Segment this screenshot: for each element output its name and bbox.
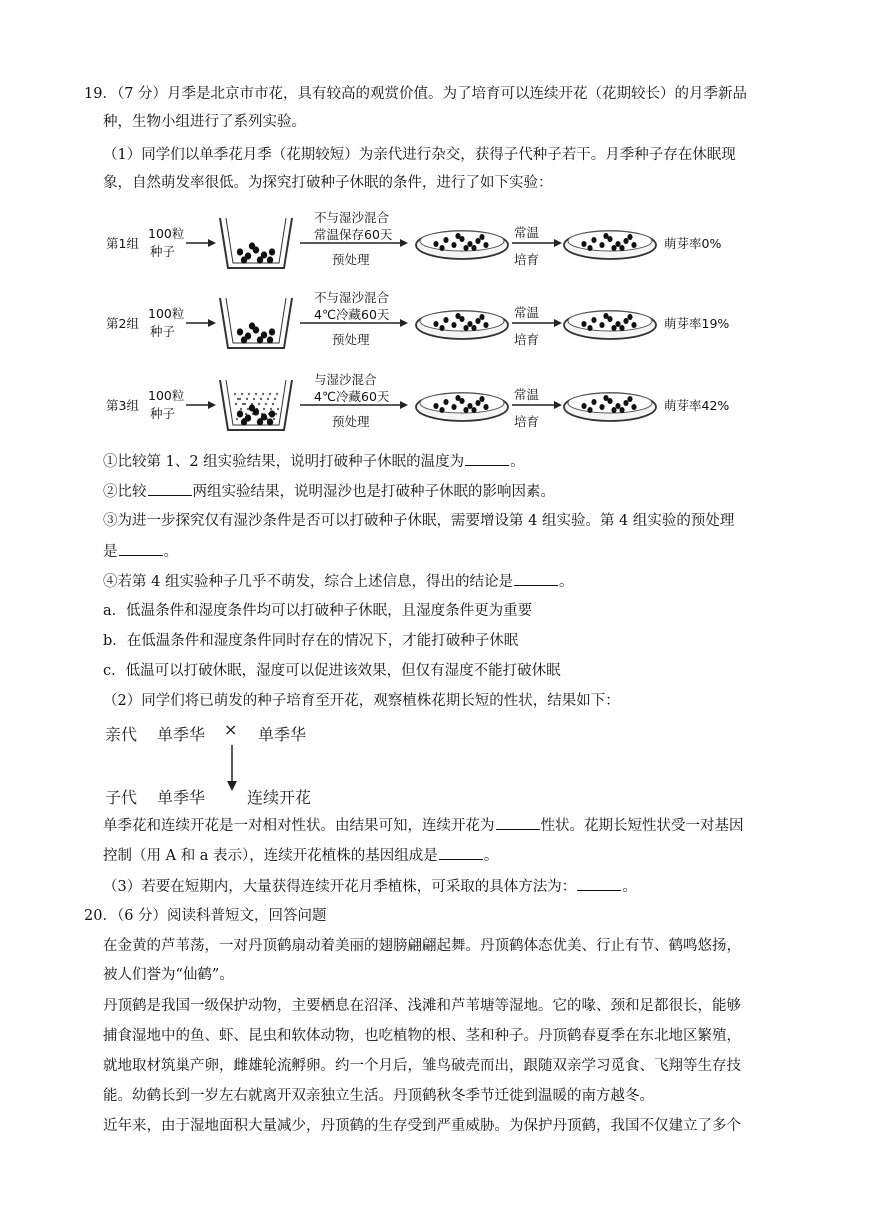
q20-para3: 近年来，由于湿地面积大量减少，丹顶鹤的生存受到严重威胁。为保护丹顶鹤，我国不仅建立了多个 [103,1118,741,1134]
pretreatment-mix: 与湿沙混合 [314,372,377,387]
answer-blank[interactable] [514,571,558,586]
q20-para2: 丹顶鹤是我国一级保护动物，主要栖息在沼泽、浅滩和芦苇塘等湿地。它的喙、颈和足都很长，能够 [103,998,741,1014]
q19-sub4 [103,571,573,592]
option-c: c．低温可以打破休眠，湿度可以促进该效果，但仅有湿度不能打破休眠 [103,663,561,679]
parent-label: 亲代 [105,725,138,744]
q19-p2d-text: 控制（用 A 和 a 表示），连续开花植株的基因组成是 [103,848,438,864]
petri-dish-icon [564,393,656,421]
container-icon [220,298,292,348]
q20-para2-l3: 就地取材筑巢产卵，雌雄轮流孵卵。约一个月后，雏鸟破壳而出，跟随双亲学习觅食、飞翔等生存技 [103,1058,741,1074]
petri-dish-icon [416,311,508,339]
petri-dish-icon [416,231,508,259]
q19-sub3-end: 。 [163,544,178,560]
q19-sub4-end: 。 [558,574,574,590]
group-label: 第2组 [106,316,139,331]
culture-label: 培育 [514,332,540,347]
q20-heading: 20．（6 分）阅读科普短文，回答问题 [84,908,327,924]
answer-blank[interactable] [119,541,163,556]
q20-para1-cont: 被人们誉为“仙鹤”。 [103,967,234,983]
experiment-drawing [100,288,740,358]
arrow-icon [186,239,216,247]
container-icon [220,218,292,268]
answer-blank[interactable] [439,845,483,860]
q19-p2d-end: 。 [483,848,499,864]
culture-temp: 常温 [514,387,540,402]
pretreatment-label: 预处理 [332,332,370,347]
q20-para2-l4: 能。幼鹤长到一岁左右就离开双亲独立生活。丹顶鹤秋冬季节迁徙到温暖的南方越冬。 [103,1088,654,1104]
arrow-icon [186,401,216,409]
seed-label: 种子 [150,406,176,421]
q19-sub2 [103,481,555,502]
answer-blank[interactable] [465,451,509,466]
experiment-group-1 [100,208,740,278]
germination-rate: 萌芽率0% [664,236,722,251]
germination-rate: 萌芽率42% [664,398,730,413]
seed-count: 100粒 [148,388,185,403]
experiment-drawing [100,208,740,278]
q19-sub2-end: 两组实验结果，说明湿沙也是打破种子休眠的影响因素。 [192,484,555,500]
culture-label: 培育 [514,252,540,267]
seed-count: 100粒 [148,306,185,321]
q19-p3-end: 。 [622,879,637,895]
option-a: a．低温条件和湿度条件均可以打破种子休眠，且湿度条件更为重要 [103,603,533,619]
answer-blank[interactable] [148,481,192,496]
pretreatment-mix: 不与湿沙混合 [314,290,390,305]
pretreatment-storage: 常温保存60天 [314,227,393,242]
seed-label: 种子 [150,324,176,339]
answer-blank[interactable] [577,876,621,891]
q19-part2-question [103,815,744,836]
q19-sub2-text: ②比较 [103,484,147,500]
q19-heading-cont: 种，生物小组进行了系列实验。 [103,114,306,130]
down-arrow-icon [222,743,242,793]
q19-part2-question-cont [103,845,498,866]
q19-part1-intro-cont: 象，自然萌发率很低。为探究打破种子休眠的条件，进行了如下实验： [103,175,553,191]
group-label: 第3组 [106,398,139,413]
culture-temp: 常温 [514,225,540,240]
q19-p3-text: （3）若要在短期内，大量获得连续开花月季植株，可采取的具体方法为： [103,879,577,895]
parent-1: 单季华 [157,725,206,744]
answer-blank[interactable] [496,815,540,830]
q19-part1-intro: （1）同学们以单季花月季（花期较短）为亲代进行杂交，获得子代种子若干。月季种子存在休眠现 [103,147,736,163]
q20-para1: 在金黄的芦苇荡，一对丹顶鹤扇动着美丽的翅膀翩翩起舞。丹顶鹤体态优美、行止有节、鹤鸣悠扬， [103,938,741,954]
q19-p2-text: 单季花和连续开花是一对相对性状。由结果可知，连续开花为 [103,818,495,834]
arrow-icon [186,319,216,327]
seed-label: 种子 [150,244,176,259]
q19-sub3-cont [103,541,178,562]
culture-label: 培育 [514,414,540,429]
culture-temp: 常温 [514,305,540,320]
pretreatment-label: 预处理 [332,252,370,267]
pretreatment-mix: 不与湿沙混合 [314,210,390,225]
petri-dish-icon [416,393,508,421]
seed-count: 100粒 [148,226,185,241]
q19-sub3-text: 是 [103,544,118,560]
q19-sub3: ③为进一步探究仅有湿沙条件是否可以打破种子休眠，需要增设第 4 组实验。第 4 组实验的预处理 [103,513,735,529]
child-2: 连续开花 [247,788,312,807]
q20-para2-l2: 捕食湿地中的鱼、虾、昆虫和软体动物，也吃植物的根、茎和种子。丹顶鹤春夏季在东北地区繁殖， [103,1028,741,1044]
q19-part3 [103,876,637,897]
cross-symbol: × [224,720,238,739]
petri-dish-icon [564,231,656,259]
child-1: 单季华 [157,788,206,807]
container-icon [220,380,292,430]
q19-heading: 19．（7 分）月季是北京市市花，具有较高的观赏价值。为了培育可以连续开花（花期较长）的月季新品 [84,86,748,102]
group-label: 第1组 [106,236,139,251]
q19-sub4-text: ④若第 4 组实验种子几乎不萌发，综合上述信息，得出的结论是 [103,574,513,590]
experiment-group-2 [100,288,740,358]
pretreatment-storage: 4℃冷藏60天 [314,307,390,322]
pretreatment-label: 预处理 [332,414,370,429]
q19-part2-intro: （2）同学们将已萌发的种子培育至开花，观察植株花期长短的性状，结果如下： [103,693,620,709]
child-label: 子代 [105,788,138,807]
q19-p2-text-end: 性状。花期长短性状受一对基因 [540,818,744,834]
q19-sub1-end: 。 [510,454,525,470]
q19-sub1-text: ①比较第 1、2 组实验结果，说明打破种子休眠的温度为 [103,454,465,470]
option-b: b．在低温条件和湿度条件同时存在的情况下，才能打破种子休眠 [103,633,519,649]
parent-2: 单季华 [258,725,307,744]
petri-dish-icon [564,311,656,339]
experiment-group-3 [100,370,740,440]
pretreatment-storage: 4℃冷藏60天 [314,389,390,404]
q19-sub1 [103,451,525,472]
experiment-drawing [100,370,740,440]
germination-rate: 萌芽率19% [664,316,730,331]
